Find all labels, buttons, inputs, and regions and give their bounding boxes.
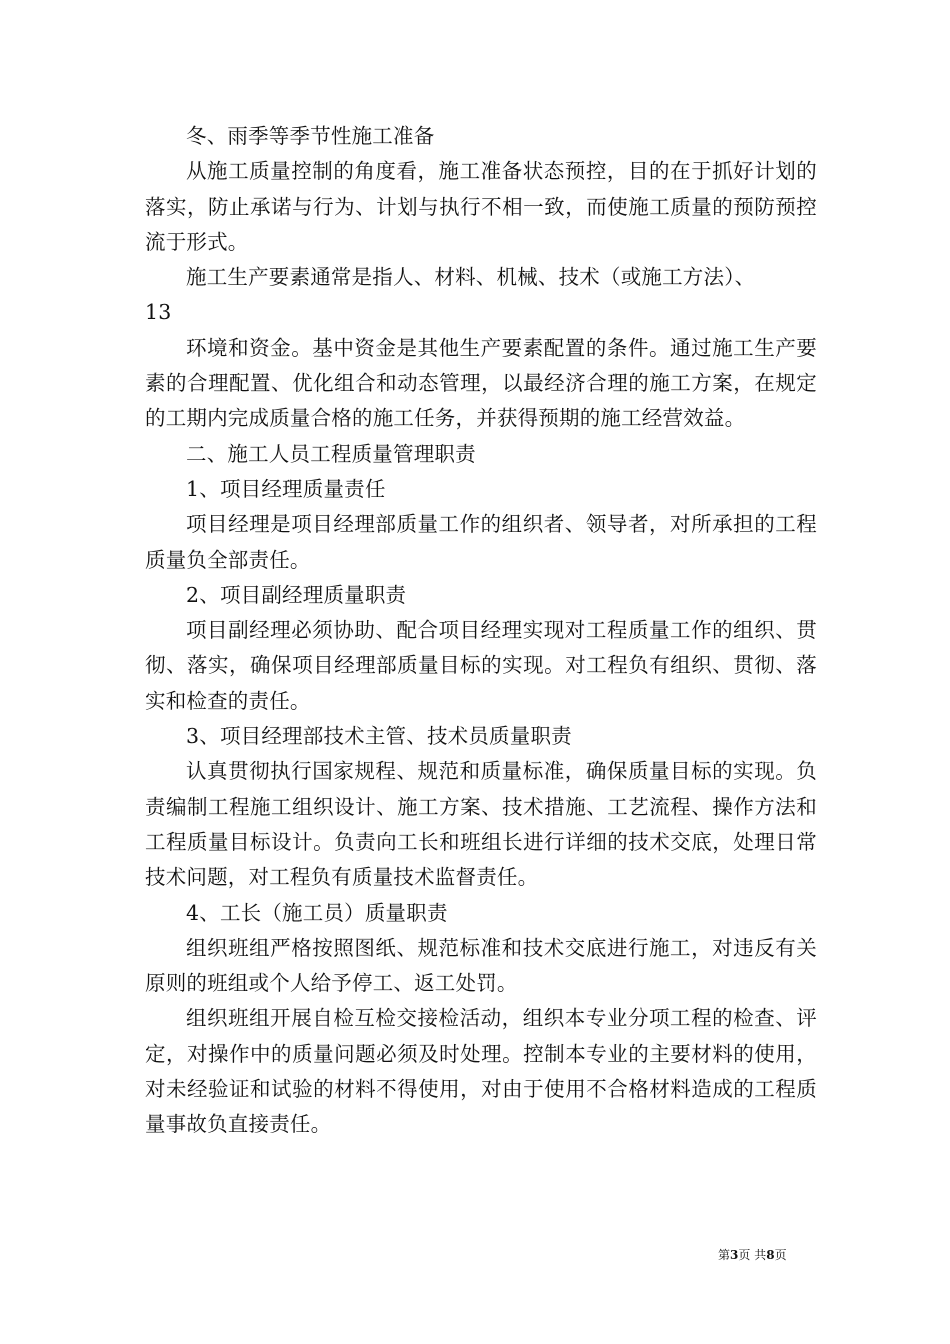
paragraph: 环境和资金。基中资金是其他生产要素配置的条件。通过施工生产要素的合理配置、优化组合和动态管理，以最经济合理的施工方案，在规定的工期内完成质量合格的施工任务，并获得预期的施工经营效益。 bbox=[145, 335, 817, 431]
footer-prefix: 第 bbox=[718, 1248, 731, 1262]
footer-middle: 页 共 bbox=[738, 1248, 767, 1262]
document-body bbox=[145, 119, 817, 1143]
paragraph: 项目经理是项目经理部质量工作的组织者、领导者，对所承担的工程质量负全部责任。 bbox=[145, 512, 817, 572]
page-footer bbox=[718, 1247, 787, 1263]
paragraph: 组织班组开展自检互检交接检活动，组织本专业分项工程的检查、评定，对操作中的质量问题必须及时处理。控制本专业的主要材料的使用，对未经验证和试验的材料不得使用，对由于使用不合格材料造成的工程质量事故负直接责任。 bbox=[145, 1006, 817, 1137]
paragraph: 二、施工人员工程质量管理职责 bbox=[186, 441, 476, 466]
paragraph: 冬、雨季等季节性施工准备 bbox=[186, 124, 435, 148]
paragraph: 项目副经理必须协助、配合项目经理实现对工程质量工作的组织、贯彻、落实，确保项目经理部质量目标的实现。对工程负有组织、贯彻、落实和检查的责任。 bbox=[145, 618, 817, 713]
paragraph: 4、工长（施工员）质量职责 bbox=[186, 900, 448, 925]
paragraph: 2、项目副经理质量职责 bbox=[186, 582, 407, 607]
paragraph: 认真贯彻执行国家规程、规范和质量标准，确保质量目标的实现。负责编制工程施工组织设计、施工方案、技术措施、工艺流程、操作方法和工程质量目标设计。负责向工长和班组长进行详细的技术交底，处理日常技术问题，对工程负有质量技术监督责任。 bbox=[145, 759, 817, 890]
paragraph: 组织班组严格按照图纸、规范标准和技术交底进行施工，对违反有关原则的班组或个人给予停工、返工处罚。 bbox=[145, 935, 817, 996]
paragraph: 1、项目经理质量责任 bbox=[186, 476, 386, 501]
paragraph: 13 bbox=[145, 300, 172, 325]
current-page-number: 3 bbox=[730, 1248, 739, 1262]
paragraph: 3、项目经理部技术主管、技术员质量职责 bbox=[186, 724, 572, 749]
paragraph: 施工生产要素通常是指人、材料、机械、技术（或施工方法）、 bbox=[186, 265, 756, 290]
paragraph: 从施工质量控制的角度看，施工准备状态预控，目的在于抓好计划的落实，防止承诺与行为、计划与执行不相一致，而使施工质量的预防预控流于形式。 bbox=[145, 159, 817, 254]
total-page-number: 8 bbox=[766, 1248, 775, 1262]
footer-suffix: 页 bbox=[774, 1248, 787, 1262]
